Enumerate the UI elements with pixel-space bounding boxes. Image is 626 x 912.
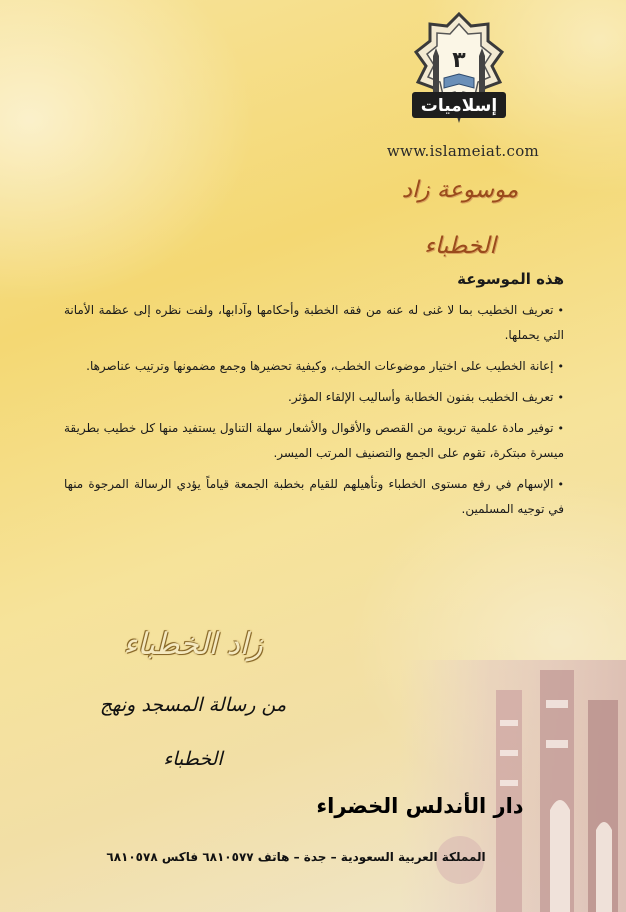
bullet-icon: • <box>557 478 564 491</box>
minaret-left <box>433 56 439 92</box>
goal-item-text: الإسهام في رفع مستوى الخطباء وتأهيلهم للقيام بخطبة الجمعة قياماً يؤدي الرسالة المرجوة منها في توجيه المسلمين. <box>64 477 564 516</box>
goal-item-text: تعريف الخطيب بما لا غنى له عنه من فقه الخطبة وأحكامها وآدابها، ولفت نظره إلى عظمة الأمانة التي يحملها. <box>64 303 564 342</box>
goal-item-text: توفير مادة علمية تربوية من القصص والأقوال والأشعار سهلة التناول يستفيد منها كل خطيب بطريقة ميسرة مبتكرة، تقوم على الجمع والتصنيف المرتب الميسر. <box>64 421 564 460</box>
calligraphy-block <box>88 612 298 770</box>
calligraphy-subtitle: من رسالة المسجد ونهج الخطباء <box>99 694 287 770</box>
window-row <box>500 780 518 786</box>
arch-2 <box>596 822 612 912</box>
islameiat-logo <box>404 12 514 124</box>
window-row <box>546 740 568 748</box>
bullet-icon: • <box>557 422 564 435</box>
goal-item-1 <box>64 298 564 348</box>
calligraphy-title: زاد الخطباء <box>123 627 263 662</box>
section-heading: هذه الموسوعة <box>457 270 564 288</box>
encyclopedia-description <box>64 270 564 528</box>
goal-item-4 <box>64 416 564 466</box>
goal-item-3 <box>64 385 564 410</box>
bullet-icon: • <box>557 391 564 404</box>
window-row <box>546 700 568 708</box>
goal-item-text: تعريف الخطيب بفنون الخطابة وأساليب الإلقاء المؤثر. <box>288 390 554 404</box>
publisher-name: دار الأندلس الخضراء <box>316 794 524 818</box>
arch-1 <box>550 800 570 912</box>
bullet-icon: • <box>557 360 564 373</box>
bullet-icon: • <box>557 304 564 317</box>
publisher-address: المملكة العربية السعودية – جدة – هاتف ٦٨١٠٥٧٧ فاكس ٦٨١٠٥٧٨ <box>106 850 486 864</box>
goal-item-2 <box>64 354 564 379</box>
logo-wordmark: إسلاميات <box>420 96 498 116</box>
goal-item-5 <box>64 472 564 522</box>
logo-number: ٣ <box>452 48 466 73</box>
window-row <box>500 750 518 756</box>
minaret-right <box>479 56 485 92</box>
window-row <box>500 720 518 726</box>
goal-item-text: إعانة الخطيب على اختيار موضوعات الخطب، وكيفية تحضيرها وجمع مضمونها وترتيب عناصرها. <box>86 359 554 373</box>
series-title: موسوعة زاد الخطباء <box>401 177 519 259</box>
mosque-buildings-illustration <box>400 660 626 912</box>
website-url: www.islameiat.com <box>386 142 540 160</box>
